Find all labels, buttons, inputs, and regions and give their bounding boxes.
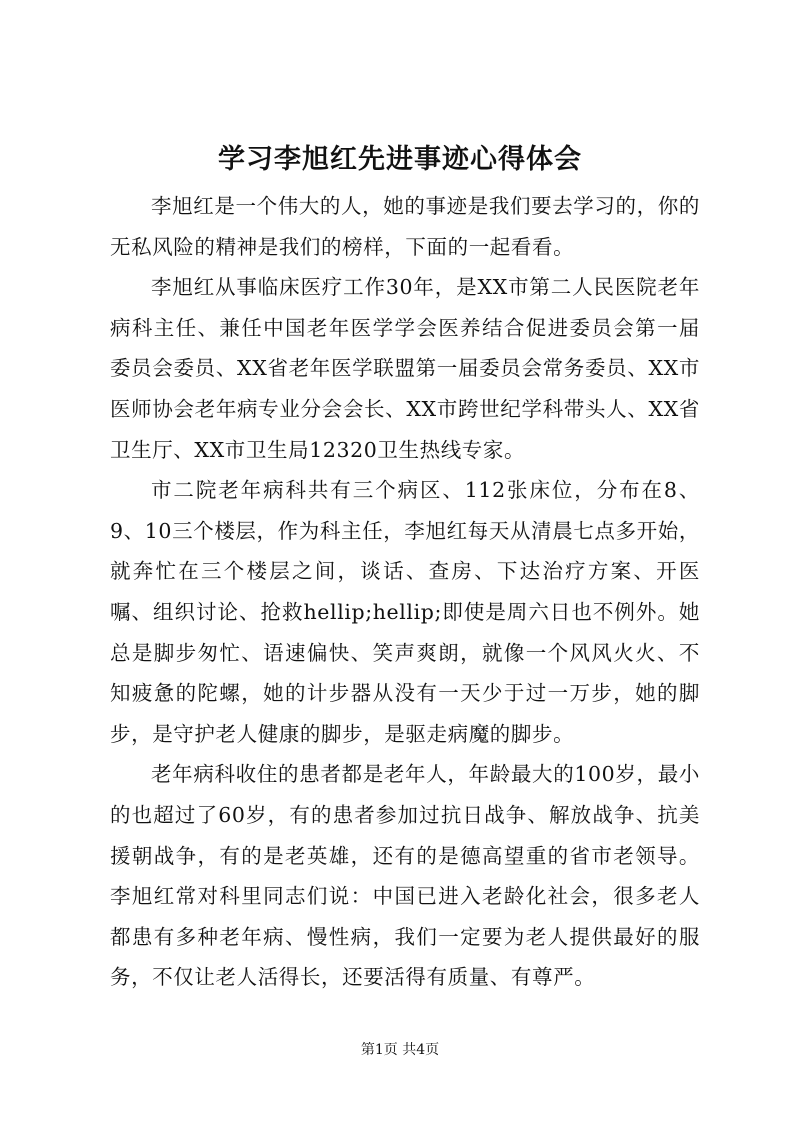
page-footer: 第1页 共4页	[360, 1042, 440, 1058]
document-body	[110, 186, 700, 998]
paragraph-intro: 李旭红是一个伟大的人，她的事迹是我们要去学习的，你的无私风险的精神是我们的榜样，下面的一起看看。	[110, 194, 700, 259]
document-title: 学习李旭红先进事迹心得体会	[218, 144, 582, 175]
paragraph-daily-work: 市二院老年病科共有三个病区、112张床位，分布在8、9、10三个楼层，作为科主任，李旭红每天从清晨七点多开始，就奔忙在三个楼层之间，谈话、查房、下达治疗方案、开医嘱、组织讨论、抢救hellip;hellip;即使是周六日也不例外。她总是脚步匆忙、语速偏快、笑声爽朗，就像一个风风火火、不知疲惫的陀螺，她的计步器从没有一天少于过一万步，她的脚步，是守护老人健康的脚步，是驱走病魔的脚步。	[110, 478, 700, 746]
paragraph-career: 李旭红从事临床医疗工作30年，是XX市第二人民医院老年病科主任、兼任中国老年医学学会医养结合促进委员会第一届委员会委员、XX省老年医学联盟第一届委员会常务委员、XX市医师协会老年病专业分会会长、XX市跨世纪学科带头人、XX省卫生厅、XX市卫生局12320卫生热线专家。	[110, 275, 700, 462]
paragraph-patients: 老年病科收住的患者都是老年人，年龄最大的100岁，最小的也超过了60岁，有的患者参加过抗日战争、解放战争、抗美援朝战争，有的是老英雄，还有的是德高望重的省市老领导。李旭红常对科里同志们说：中国已进入老龄化社会，很多老人都患有多种老年病、慢性病，我们一定要为老人提供最好的服务，不仅让老人活得长，还要活得有质量、有尊严。	[110, 762, 700, 990]
